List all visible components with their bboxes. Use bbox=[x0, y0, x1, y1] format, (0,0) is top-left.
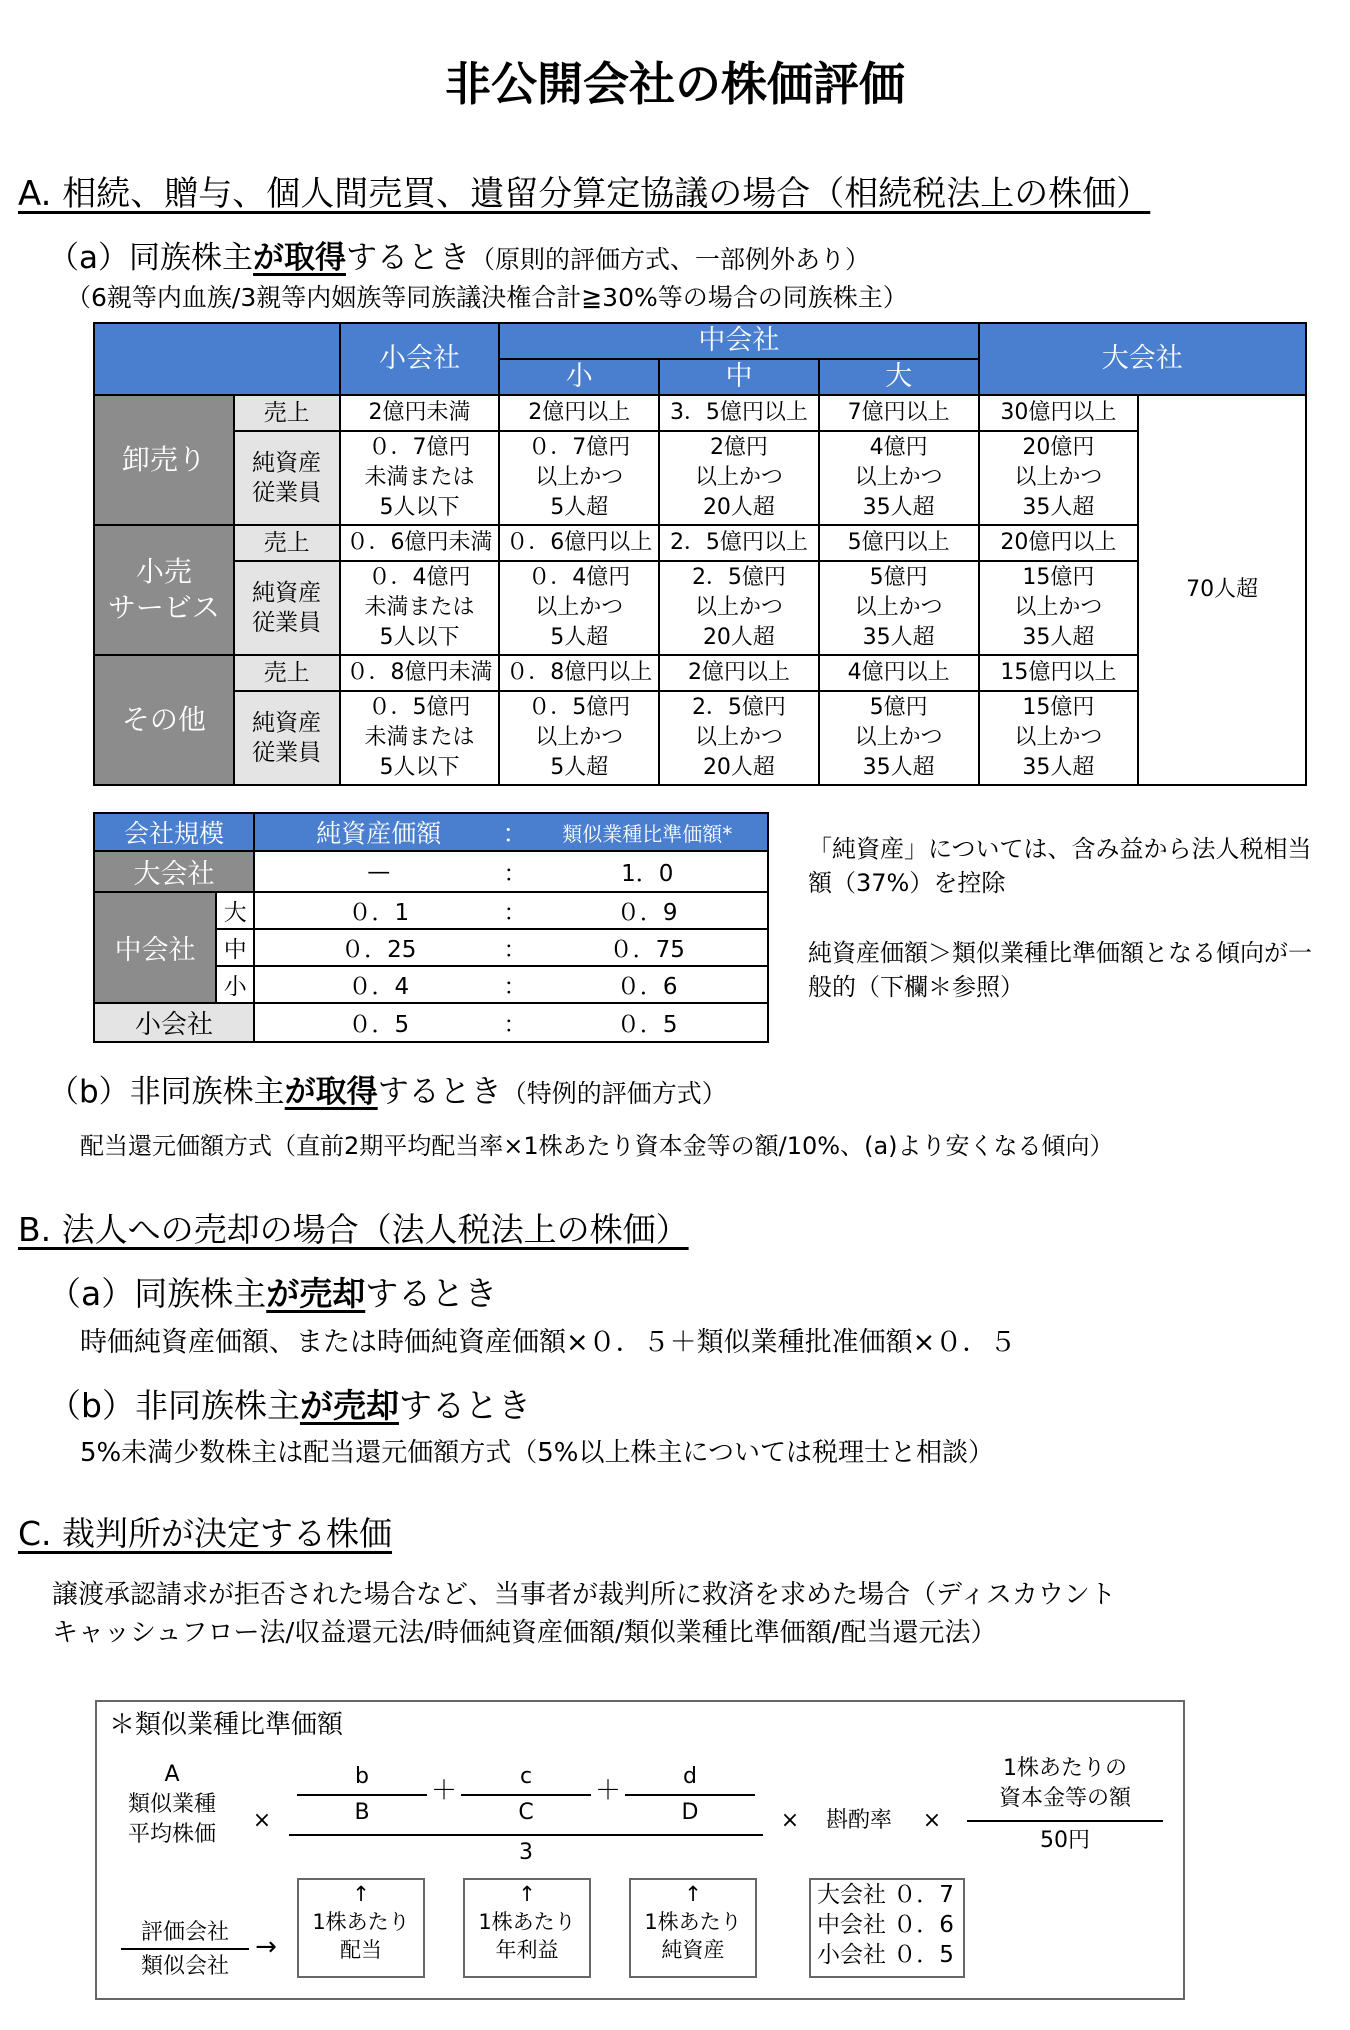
ratio-mid-net: ０．1 bbox=[254, 892, 502, 929]
header-blank bbox=[94, 323, 340, 395]
ratio-small: 小会社 bbox=[94, 1003, 254, 1042]
net-cell: 15億円 以上かつ 35人超 bbox=[979, 691, 1139, 785]
group-name: 卸売り bbox=[94, 395, 234, 525]
frac-denominator: 3 bbox=[519, 1840, 533, 1865]
group-name: 小売 サービス bbox=[94, 525, 234, 655]
sales-cell: 2億円以上 bbox=[499, 395, 659, 431]
sales-cell: 5億円以上 bbox=[819, 525, 979, 561]
sales-cell: 3．5億円以上 bbox=[659, 395, 819, 431]
net-cell: ０．4億円 未満または 5人以下 bbox=[340, 561, 500, 655]
net-cell: 2．5億円 以上かつ 20人超 bbox=[659, 691, 819, 785]
sales-cell: ０．6億円未満 bbox=[340, 525, 500, 561]
frac-d-line bbox=[625, 1794, 755, 1796]
sales-cell: 7億円以上 bbox=[819, 395, 979, 431]
arrow-right: → bbox=[255, 1932, 277, 1962]
header-mid-l: 大 bbox=[819, 359, 979, 395]
label-pre: （a）同族株主 bbox=[48, 240, 253, 276]
ratio-header-sim: 類似業種比準価額* bbox=[527, 813, 768, 851]
net-cell: 15億円 以上かつ 35人超 bbox=[979, 561, 1139, 655]
frac-c-line bbox=[461, 1794, 591, 1796]
sales-cell: ０．8億円以上 bbox=[499, 655, 659, 691]
ratio-large-net: — bbox=[254, 851, 502, 892]
label-post: するとき bbox=[377, 1074, 502, 1110]
ratio-mid: 中会社 bbox=[94, 892, 216, 1003]
sales-cell: ０．6億円以上 bbox=[499, 525, 659, 561]
ratio-small-net: ０．5 bbox=[254, 1003, 502, 1042]
capital-line bbox=[967, 1820, 1163, 1822]
ratio-table bbox=[93, 812, 769, 1043]
times-sign: × bbox=[780, 1808, 800, 1833]
label-paren: （原則的評価方式、一部例外あり） bbox=[470, 245, 871, 274]
box-dividend: ↑ 1株あたり 配当 bbox=[297, 1878, 425, 1978]
large-common-cell: 70人超 bbox=[1138, 395, 1306, 785]
net-cell: 2．5億円 以上かつ 20人超 bbox=[659, 561, 819, 655]
page-title: 非公開会社の株価評価 bbox=[445, 57, 905, 111]
section-a-a-heading bbox=[48, 232, 870, 277]
side-note-tendency: 純資産価額＞類似業種比準価額となる傾向が一般的（下欄＊参照） bbox=[808, 939, 1312, 1001]
sales-cell: 30億円以上 bbox=[979, 395, 1139, 431]
label-post: するとき bbox=[346, 240, 470, 276]
label-post: するとき bbox=[398, 1386, 531, 1425]
sales-cell: 4億円以上 bbox=[819, 655, 979, 691]
section-b-a-desc: 時価純資産価額、または時価純資産価額×０．５＋類似業種批准価額×０．５ bbox=[80, 1327, 1017, 1358]
sales-cell: 20億円以上 bbox=[979, 525, 1139, 561]
ratio-mid-sim: ０．75 bbox=[527, 929, 768, 966]
net-cell: 5億円 以上かつ 35人超 bbox=[819, 561, 979, 655]
side-note-net-assets: 「純資産」については、含み益から法人税相当額（37%）を控除 bbox=[808, 835, 1312, 897]
eval-company: 評価会社 bbox=[140, 1920, 229, 1945]
label-post: するとき bbox=[365, 1274, 498, 1313]
label-paren: （特例的評価方式） bbox=[501, 1079, 727, 1108]
ratio-colon: ： bbox=[502, 1003, 527, 1042]
ratio-colon: ： bbox=[502, 892, 527, 929]
label-em: が売却 bbox=[299, 1386, 399, 1425]
label-pre: （b）非同族株主 bbox=[48, 1386, 300, 1425]
net-cell: 4億円 以上かつ 35人超 bbox=[819, 431, 979, 525]
formula-a-label: A 類似業種 平均株価 bbox=[127, 1762, 216, 1847]
net-label: 純資産 従業員 bbox=[234, 431, 340, 525]
frac-b-top: b bbox=[355, 1764, 369, 1789]
header-mid-s: 小 bbox=[499, 359, 659, 395]
header-mid: 中会社 bbox=[499, 323, 978, 359]
eval-line bbox=[121, 1948, 249, 1950]
formula-title: ＊類似業種比準価額 bbox=[109, 1710, 344, 1740]
frac-c-bottom: C bbox=[518, 1800, 534, 1825]
section-a-heading: A. 相続、贈与、個人間売買、遺留分算定協議の場合（相続税法上の株価） bbox=[18, 174, 1151, 214]
ratio-mid-size: 中 bbox=[216, 929, 254, 966]
capital-top: 1株あたりの 資本金等の額 bbox=[998, 1756, 1131, 1811]
ratio-header-colon: ： bbox=[502, 813, 527, 851]
section-b-a-heading bbox=[48, 1268, 497, 1315]
box-profit: ↑ 1株あたり 年利益 bbox=[463, 1878, 591, 1978]
sales-cell: 15億円以上 bbox=[979, 655, 1139, 691]
sales-cell: 2億円以上 bbox=[659, 655, 819, 691]
times-sign: × bbox=[922, 1808, 942, 1833]
frac-b-bottom: B bbox=[354, 1800, 370, 1825]
label-pre: （b）非同族株主 bbox=[48, 1074, 285, 1110]
net-cell: ０．5億円 未満または 5人以下 bbox=[340, 691, 500, 785]
frac-d-bottom: D bbox=[681, 1800, 699, 1825]
net-cell: ０．7億円 以上かつ 5人超 bbox=[499, 431, 659, 525]
label-em: が取得 bbox=[284, 1074, 378, 1110]
capital-bottom: 50円 bbox=[1040, 1828, 1090, 1853]
section-c-desc-1: 譲渡承認請求が拒否された場合など、当事者が裁判所に救済を求めた場合（ディスカウント bbox=[52, 1580, 1116, 1610]
company-size-table bbox=[93, 322, 1307, 786]
net-label: 純資産 従業員 bbox=[234, 691, 340, 785]
similar-company: 類似会社 bbox=[140, 1954, 229, 1979]
ratio-mid-net: ０．4 bbox=[254, 966, 502, 1003]
plus-sign: ＋ bbox=[430, 1776, 457, 1806]
ratio-mid-sim: ０．6 bbox=[527, 966, 768, 1003]
ratio-colon: ： bbox=[502, 966, 527, 1003]
header-mid-m: 中 bbox=[659, 359, 819, 395]
sales-cell: ０．8億円未満 bbox=[340, 655, 500, 691]
frac-main-line bbox=[289, 1834, 763, 1836]
ratio-colon: ： bbox=[502, 851, 527, 892]
ratio-mid-size: 大 bbox=[216, 892, 254, 929]
label-em: が売却 bbox=[266, 1274, 366, 1313]
header-large: 大会社 bbox=[979, 323, 1306, 395]
times-sign: × bbox=[252, 1808, 272, 1833]
net-cell: 2億円 以上かつ 20人超 bbox=[659, 431, 819, 525]
plus-sign: ＋ bbox=[594, 1776, 621, 1806]
ratio-large-sim: 1．0 bbox=[527, 851, 768, 892]
formula-box bbox=[95, 1700, 1185, 2000]
box-net-assets: ↑ 1株あたり 純資産 bbox=[629, 1878, 757, 1978]
frac-b-line bbox=[297, 1794, 427, 1796]
ratio-mid-size: 小 bbox=[216, 966, 254, 1003]
sales-label: 売上 bbox=[234, 395, 340, 431]
ratio-large: 大会社 bbox=[94, 851, 254, 892]
sales-cell: 2．5億円以上 bbox=[659, 525, 819, 561]
sales-cell: 2億円未満 bbox=[340, 395, 500, 431]
ratio-header-net: 純資産価額 bbox=[254, 813, 502, 851]
net-cell: 5億円 以上かつ 35人超 bbox=[819, 691, 979, 785]
section-a-a-note: （6親等内血族/3親等内姻族等同族議決権合計≧30%等の場合の同族株主） bbox=[66, 283, 908, 312]
sales-label: 売上 bbox=[234, 655, 340, 691]
net-cell: ０．5億円 以上かつ 5人超 bbox=[499, 691, 659, 785]
sales-label: 売上 bbox=[234, 525, 340, 561]
ratio-header-scale: 会社規模 bbox=[94, 813, 254, 851]
section-c-desc-2: キャッシュフロー法/収益還元法/時価純資産価額/類似業種比準価額/配当還元法） bbox=[52, 1618, 997, 1648]
section-a-b-heading bbox=[48, 1066, 727, 1111]
frac-c-top: c bbox=[519, 1764, 533, 1789]
box-factors: 大会社 ０．7 中会社 ０．6 小会社 ０．5 bbox=[809, 1878, 965, 1978]
factor-label: 斟酌率 bbox=[825, 1808, 892, 1833]
label-em: が取得 bbox=[253, 240, 346, 276]
section-b-heading: B. 法人への売却の場合（法人税法上の株価） bbox=[18, 1210, 689, 1249]
net-label: 純資産 従業員 bbox=[234, 561, 340, 655]
label-pre: （a）同族株主 bbox=[48, 1274, 267, 1313]
frac-d-top: d bbox=[683, 1764, 697, 1789]
ratio-small-sim: ０．5 bbox=[527, 1003, 768, 1042]
group-name: その他 bbox=[94, 655, 234, 785]
ratio-colon: ： bbox=[502, 929, 527, 966]
ratio-mid-net: ０．25 bbox=[254, 929, 502, 966]
section-b-b-desc: 5%未満少数株主は配当還元価額方式（5%以上株主については税理士と相談） bbox=[80, 1438, 994, 1468]
header-small: 小会社 bbox=[340, 323, 500, 395]
net-cell: 20億円 以上かつ 35人超 bbox=[979, 431, 1139, 525]
net-cell: ０．7億円 未満または 5人以下 bbox=[340, 431, 500, 525]
ratio-mid-sim: ０．9 bbox=[527, 892, 768, 929]
section-c-heading: C. 裁判所が決定する株価 bbox=[18, 1514, 393, 1553]
section-a-b-desc: 配当還元価額方式（直前2期平均配当率×1株あたり資本金等の額/10%、(a)より安くなる傾向） bbox=[80, 1132, 1114, 1160]
section-b-b-heading bbox=[48, 1380, 531, 1427]
net-cell: ０．4億円 以上かつ 5人超 bbox=[499, 561, 659, 655]
